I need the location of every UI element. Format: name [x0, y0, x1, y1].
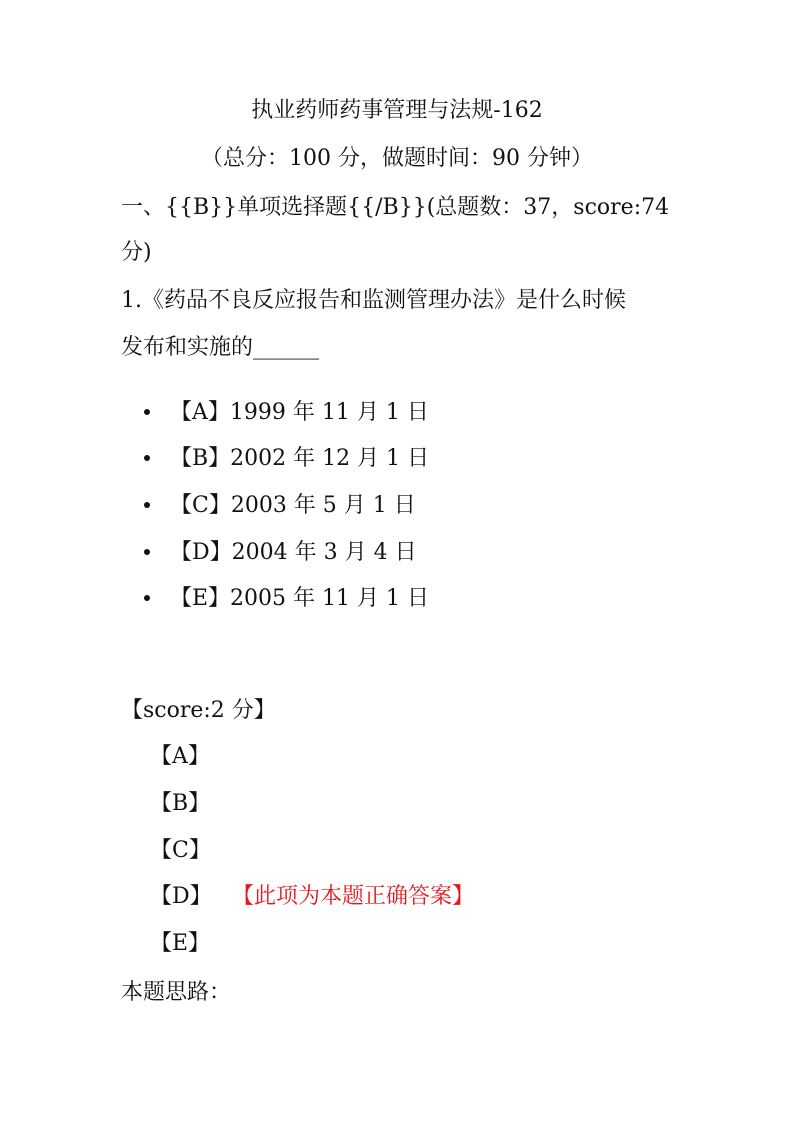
- bullet-icon: [144, 455, 150, 461]
- bullet-icon: [144, 595, 150, 601]
- answer-label-c: 【C】: [150, 838, 211, 863]
- question-text-line-2: 发布和实施的______: [121, 335, 320, 360]
- score-label: 【score:2 分】: [121, 698, 276, 723]
- bullet-icon: [144, 549, 150, 555]
- option-label: 【C】2003 年 5 月 1 日: [170, 493, 416, 518]
- option-label: 【E】2005 年 11 月 1 日: [170, 586, 430, 611]
- option-label: 【A】1999 年 11 月 1 日: [170, 400, 429, 425]
- option-b: [144, 444, 429, 474]
- question-text-line-1: 1.《药品不良反应报告和监测管理办法》是什么时候: [121, 288, 626, 313]
- correct-answer-note: 【此项为本题正确答案】: [232, 884, 475, 909]
- option-label: 【B】2002 年 12 月 1 日: [170, 446, 430, 471]
- option-label: 【D】2004 年 3 月 4 日: [170, 540, 417, 565]
- option-e: [144, 584, 429, 614]
- section-heading-line-1: 一、{{B}}单项选择题{{/B}}(总题数：37，score:74: [121, 195, 670, 220]
- bullet-icon: [144, 502, 150, 508]
- bullet-icon: [144, 409, 150, 415]
- option-a: [144, 398, 429, 428]
- answer-label-b: 【B】: [150, 791, 211, 816]
- analysis-label: 本题思路：: [121, 980, 232, 1005]
- answer-label-e: 【E】: [150, 931, 211, 956]
- document-subtitle: （总分：100 分，做题时间：90 分钟）: [201, 146, 593, 171]
- answer-label-d: 【D】: [150, 884, 212, 909]
- option-c: [144, 491, 416, 521]
- document-title: 执业药师药事管理与法规-162: [251, 98, 543, 123]
- answer-label-a: 【A】: [150, 744, 210, 769]
- section-heading-line-2: 分): [121, 240, 152, 265]
- option-d: [144, 538, 417, 568]
